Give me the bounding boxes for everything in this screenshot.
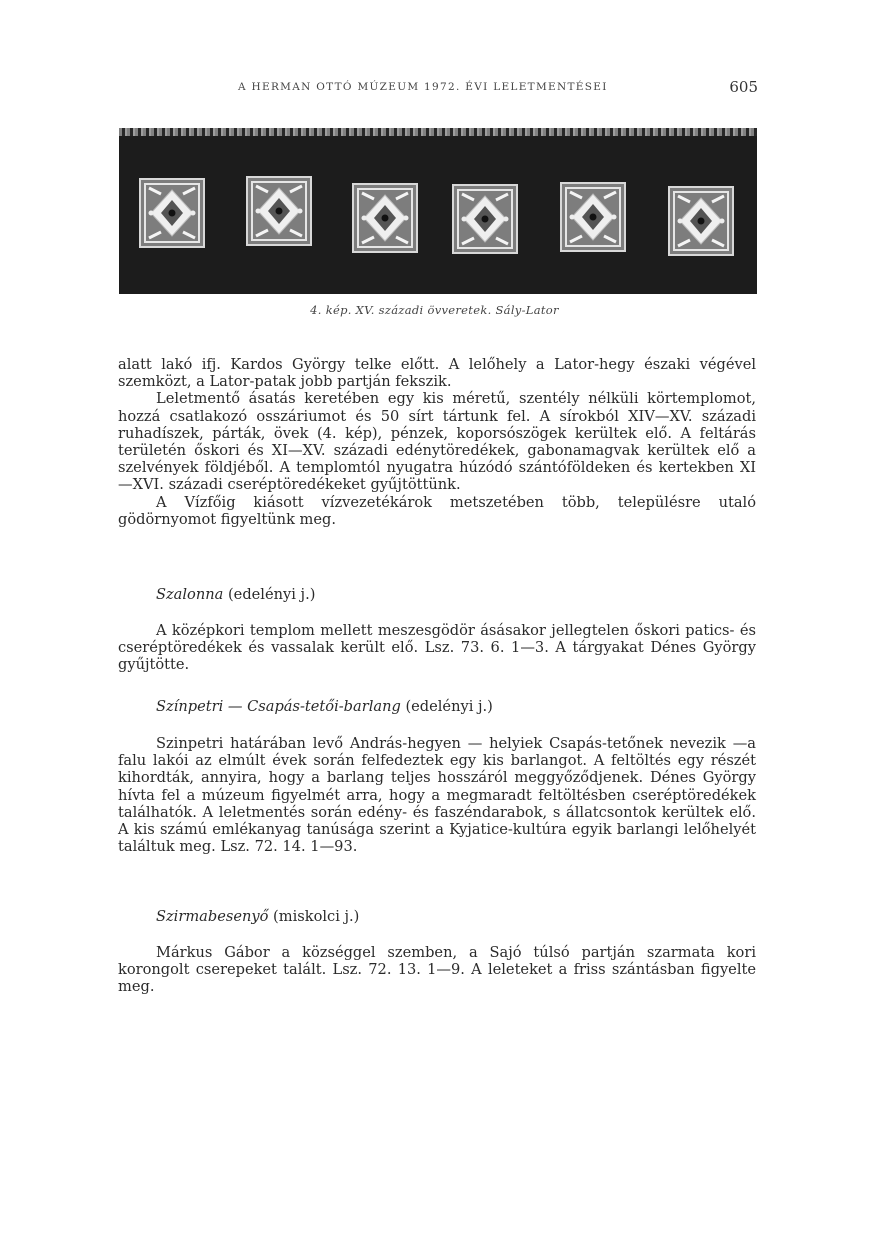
place-name: Színpetri — Csapás-tetői-barlang bbox=[156, 698, 401, 715]
belt-mount bbox=[139, 178, 205, 248]
belt-mounts-photo bbox=[119, 128, 757, 294]
ruler-strip bbox=[119, 128, 757, 136]
paragraph: A középkori templom mellett meszesgödör ásásakor jellegtelen őskori patics- és cseréptöredékek és vassalak került elő. Lsz. 73. 6. 1—3. A tárgyakat Dénes György gyűjtötte. bbox=[118, 622, 756, 674]
page-header bbox=[118, 78, 758, 98]
paragraph: alatt lakó ifj. Kardos György telke előtt. A lelőhely a Lator-hegy északi végével szemközt, a Lator-patak jobb partján fekszik. bbox=[118, 356, 756, 391]
belt-mount bbox=[560, 182, 626, 252]
paragraph: A Vízfőig kiásott vízvezetékárok metszetében több, településre utaló gödörnyomot figyeltünk meg. bbox=[118, 493, 756, 528]
place-name: Szalonna bbox=[156, 586, 224, 603]
running-title: A HERMAN OTTÓ MÚZEUM 1972. ÉVI LELETMENTÉSEI bbox=[238, 81, 608, 93]
district-name: (edelényi j.) bbox=[227, 586, 316, 603]
belt-mount bbox=[668, 186, 734, 256]
paragraph: Márkus Gábor a községgel szemben, a Sajó túlsó partján szarmata kori korongolt cserepeket talált. Lsz. 72. 13. 1—9. A leleteket a friss szántásban figyelte meg. bbox=[118, 944, 756, 996]
belt-mount bbox=[352, 183, 418, 253]
place-name: Szirmabesenyő bbox=[156, 908, 269, 925]
lator-text bbox=[118, 356, 756, 528]
heading-szirmabesenyo bbox=[156, 908, 359, 925]
heading-szinpetri bbox=[156, 698, 493, 715]
paragraph: Leletmentő ásatás keretében egy kis méretű, szentély nélküli körtemplomot, hozzá csatlakozó osszáriumot és 50 sírt tártunk fel. A sírokból XIV—XV. századi ruhadíszek, párták, övek (4. kép), pénzek, koporsószögek kerültek elő. A feltárás területén őskori és XI—XV. századi edénytöredékek, gabonamagvak kerültek elő a szelvények földjéből. A templomtól nyugatra húzódó szántóföldeken és kertekben XI—XVI. századi cseréptöredékeket gyűjtöttünk. bbox=[118, 390, 756, 494]
figure-caption: 4. kép. XV. századi övveretek. Sály-Lator bbox=[310, 303, 559, 317]
district-name: (edelényi j.) bbox=[405, 698, 493, 715]
szirmabesenyo-text bbox=[118, 944, 756, 996]
belt-mount bbox=[452, 184, 518, 254]
szinpetri-text bbox=[118, 735, 756, 855]
page-number: 605 bbox=[729, 78, 758, 96]
szalonna-text bbox=[118, 622, 756, 674]
paragraph: Szinpetri határában levő András-hegyen — helyiek Csapás-tetőnek nevezik —a falu lakói az elmúlt évek során felfedeztek egy kis barlangot. A feltöltés egy részét kihordták, annyira, hogy a barlang teljes hosszáról meggyőződjenek. Dénes György hívta fel a múzeum figyelmét arra, hogy a megmaradt feltöltésben cseréptöredékek találhatók. A leletmentés során edény- és faszéndarabok, s állatcsontok kerültek elő. A kis számú emlékanyag tanúsága szerint a Kyjatice-kultúra egyik barlangi lelőhelyét találtuk meg. Lsz. 72. 14. 1—93. bbox=[118, 735, 756, 856]
district-name: (miskolci j.) bbox=[273, 908, 360, 925]
heading-szalonna bbox=[156, 586, 315, 603]
belt-mount bbox=[246, 176, 312, 246]
